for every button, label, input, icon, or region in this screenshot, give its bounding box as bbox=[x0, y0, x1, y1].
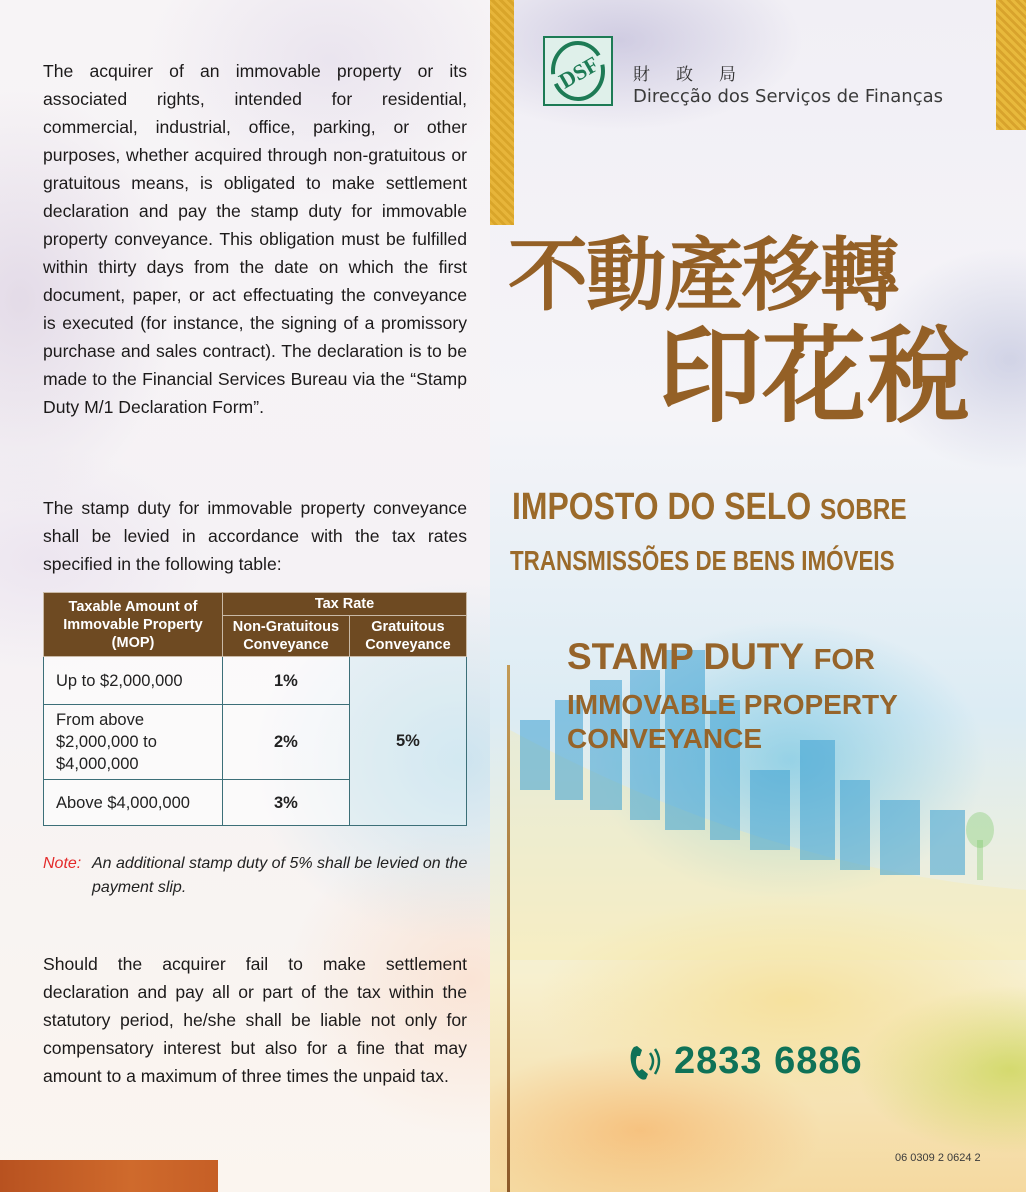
note-text: An additional stamp duty of 5% shall be levied on the payment slip. bbox=[92, 855, 468, 896]
svg-text:DSF: DSF bbox=[554, 51, 603, 94]
title-portuguese-line2: TRANSMISSÕES DE BENS IMÓVEIS bbox=[510, 545, 895, 576]
amount-cell: From above $2,000,000 to $4,000,000 bbox=[44, 705, 223, 780]
tax-rate-intro-paragraph: The stamp duty for immovable property conveyance shall be levied in accordance with the tax rates specified in the following table: bbox=[43, 498, 467, 574]
document-code: 06 0309 2 0624 2 bbox=[895, 1152, 981, 1164]
non-gratuitous-rate-cell: 1% bbox=[223, 657, 350, 705]
hotline bbox=[626, 1040, 863, 1083]
non-gratuitous-rate-cell: 2% bbox=[223, 705, 350, 780]
title-chinese-line1: 不動產移轉 bbox=[508, 231, 898, 320]
header-taxable-amount: Taxable Amount of Immovable Property (MOP) bbox=[44, 593, 223, 657]
phone-number: 2833 6886 bbox=[674, 1040, 863, 1082]
header-gratuitous: Gratuitous Conveyance bbox=[349, 616, 466, 657]
non-gratuitous-rate-cell: 3% bbox=[223, 780, 350, 826]
amount-cell: Above $4,000,000 bbox=[44, 780, 223, 826]
amount-cell: Up to $2,000,000 bbox=[44, 657, 223, 705]
left-panel bbox=[0, 0, 490, 1192]
decorative-orange-bar bbox=[0, 1160, 218, 1192]
title-english-main: STAMP DUTY bbox=[567, 636, 804, 677]
title-english-line1 bbox=[567, 636, 875, 678]
title-english-line2-text: IMMOVABLE PROPERTY bbox=[567, 689, 898, 720]
org-name-portuguese: Direcção dos Serviços de Finanças bbox=[633, 86, 944, 107]
cover-panel bbox=[490, 0, 1026, 1192]
title-chinese-line2: 印花稅 bbox=[658, 319, 971, 435]
title-portuguese-line1 bbox=[512, 486, 907, 529]
gold-strip-right bbox=[996, 0, 1026, 130]
tax-rate-table bbox=[43, 592, 467, 826]
phone-icon bbox=[626, 1041, 666, 1083]
intro-paragraph: The acquirer of an immovable property or its associated rights, intended for residential, commercial, industrial, office, parking, or other purposes, whether acquired through non-gratuitous or gratuitous means, is obligated to make settlement declaration and pay the stamp duty for immovable property conveyance. This obligation must be fulfilled within thirty days from the date on which the first document, paper, or act effectuating the conveyance is executed (for instance, the signing of a promissory purchase and sales contract). The declaration is to be made to the Financial Services Bureau via the “Stamp Duty M/1 Declaration Form”. bbox=[43, 61, 467, 417]
header-tax-rate: Tax Rate bbox=[223, 593, 467, 616]
title-english-line2 bbox=[567, 688, 898, 756]
title-portuguese-main: IMPOSTO DO SELO bbox=[512, 486, 812, 528]
table-row bbox=[44, 657, 467, 705]
gratuitous-rate-cell: 5% bbox=[349, 657, 466, 826]
title-portuguese-small: SOBRE bbox=[820, 494, 907, 526]
dsf-logo-icon bbox=[545, 38, 611, 104]
org-name-chinese: 財政局 bbox=[633, 65, 762, 84]
note bbox=[43, 852, 473, 900]
title-english-small: FOR bbox=[813, 644, 875, 676]
dsf-logo bbox=[543, 36, 613, 106]
title-english-line3-text: CONVEYANCE bbox=[567, 723, 763, 754]
gold-strip-left bbox=[490, 0, 514, 225]
note-label: Note: bbox=[43, 855, 82, 872]
penalty-paragraph: Should the acquirer fail to make settlement declaration and pay all or part of the tax within the statutory period, he/she shall be liable not only for compensatory interest but also for a fine that may amount to a maximum of three times the unpaid tax. bbox=[43, 954, 467, 1086]
header-non-gratuitous: Non-Gratuitous Conveyance bbox=[223, 616, 350, 657]
